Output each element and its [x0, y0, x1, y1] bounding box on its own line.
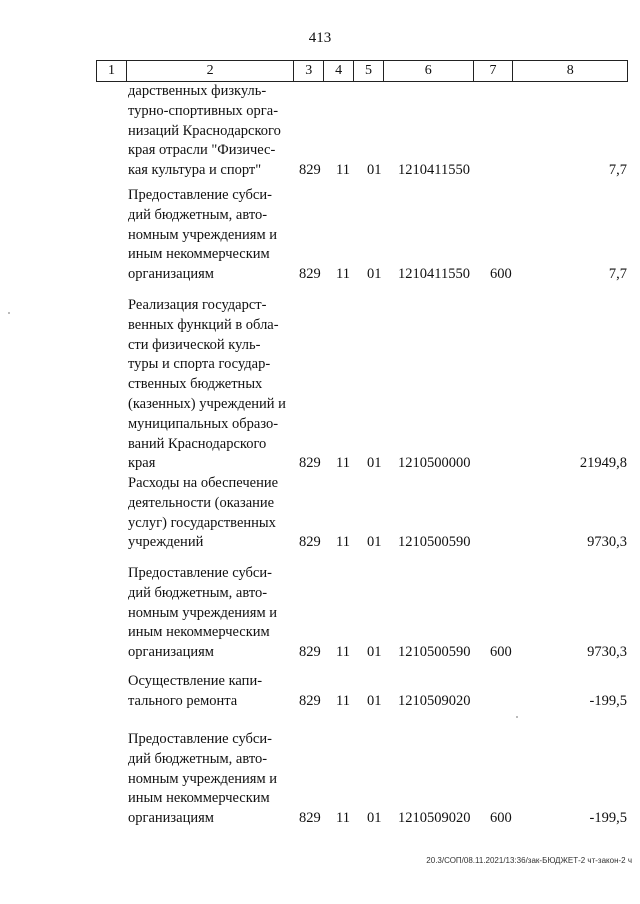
description-line: номным учреждениям и	[128, 604, 278, 621]
description-line: организациям	[128, 810, 214, 827]
col-subsection: 01	[367, 455, 382, 472]
description-line: края	[128, 455, 156, 472]
description-line: Осуществление капи-	[128, 673, 263, 689]
col-gov-code: 829	[299, 810, 321, 827]
row-description	[128, 82, 294, 181]
description-line: ственных бюджетных	[128, 376, 263, 393]
description-line: тального ремонта	[128, 692, 238, 709]
col-subsection: 01	[367, 266, 382, 283]
col-section: 11	[336, 692, 350, 709]
col-amount: 9730,3	[587, 534, 627, 551]
description-line: муниципальных образо-	[128, 415, 279, 432]
col-target-article: 1210500000	[398, 455, 471, 472]
col-expense-type: 600	[490, 810, 512, 827]
col-section: 11	[336, 455, 350, 472]
header-col-8: 8	[566, 63, 574, 78]
col-gov-code: 829	[299, 266, 321, 283]
col-amount: -199,5	[589, 692, 627, 709]
description-line: организациям	[128, 644, 214, 661]
col-gov-code: 829	[299, 644, 321, 661]
col-section: 11	[336, 534, 350, 551]
description-line: Предоставление субси-	[128, 731, 272, 747]
col-section: 11	[336, 644, 350, 661]
header-col-6: 6	[384, 61, 474, 81]
header-col-2: 2	[127, 61, 294, 81]
description-line: иным некоммерческим	[128, 246, 270, 263]
description-line: дарственных физкуль-	[128, 83, 267, 99]
col-amount: 7,7	[608, 162, 627, 179]
row-description	[128, 186, 294, 285]
description-line: турно-спортивных орга-	[128, 102, 279, 119]
header-col-4: 4	[324, 61, 354, 81]
col-expense-type: 600	[490, 266, 512, 283]
description-line: услуг) государственных	[128, 514, 276, 531]
col-target-article: 1210411550	[398, 162, 470, 179]
table-header	[96, 60, 628, 82]
description-line: низаций Краснодарского	[128, 122, 281, 139]
col-amount: 9730,3	[587, 644, 627, 661]
col-target-article: 1210500590	[398, 644, 471, 661]
row-description	[128, 730, 294, 829]
col-target-article: 1210500590	[398, 534, 471, 551]
header-col-7: 7	[474, 61, 514, 81]
description-line: (казенных) учреждений и	[128, 395, 286, 412]
col-subsection: 01	[367, 534, 382, 551]
col-section: 11	[336, 266, 350, 283]
col-amount: 7,7	[608, 266, 627, 283]
header-col-1: 1	[97, 61, 127, 81]
col-target-article: 1210411550	[398, 266, 470, 283]
col-subsection: 01	[367, 162, 382, 179]
col-section: 11	[336, 162, 350, 179]
scan-speck	[516, 716, 518, 718]
col-gov-code: 829	[299, 534, 321, 551]
col-amount: 21949,8	[579, 455, 627, 472]
description-line: дий бюджетным, авто-	[128, 206, 268, 223]
row-description	[128, 296, 294, 474]
description-line: туры и спорта государ-	[128, 356, 271, 373]
description-line: учреждений	[128, 534, 204, 551]
description-line: дий бюджетным, авто-	[128, 750, 268, 767]
description-line: организациям	[128, 266, 214, 283]
description-line: края отрасли "Физичес-	[128, 142, 276, 159]
description-line: номным учреждениям и	[128, 770, 278, 787]
page-number: 413	[308, 30, 332, 46]
description-line: венных функций в обла-	[128, 316, 279, 333]
description-line: Предоставление субси-	[128, 187, 272, 203]
description-line: сти физической куль-	[128, 336, 261, 353]
col-subsection: 01	[367, 692, 382, 709]
description-line: Предоставление субси-	[128, 565, 272, 581]
description-line: Реализация государст-	[128, 297, 267, 313]
col-target-article: 1210509020	[398, 810, 471, 827]
col-subsection: 01	[367, 810, 382, 827]
col-gov-code: 829	[299, 692, 321, 709]
description-line: номным учреждениям и	[128, 226, 278, 243]
col-subsection: 01	[367, 644, 382, 661]
col-target-article: 1210509020	[398, 692, 471, 709]
description-line: деятельности (оказание	[128, 494, 275, 511]
row-description	[128, 474, 294, 553]
col-section: 11	[336, 810, 350, 827]
header-col-3: 3	[294, 61, 324, 81]
description-line: дий бюджетным, авто-	[128, 584, 268, 601]
row-description	[128, 672, 294, 712]
col-expense-type: 600	[490, 644, 512, 661]
col-gov-code: 829	[299, 162, 321, 179]
description-line: Расходы на обеспечение	[128, 475, 279, 491]
col-gov-code: 829	[299, 455, 321, 472]
header-col-5: 5	[354, 61, 384, 81]
description-line: иным некоммерческим	[128, 790, 270, 807]
description-line: кая культура и спорт"	[128, 162, 262, 179]
description-line: ваний Краснодарского	[128, 435, 267, 452]
row-description	[128, 564, 294, 663]
footer-stamp: 20.3/СОП/08.11.2021/13:36/зак-БЮДЖЕТ-2 чт-закон-2 ч	[426, 856, 632, 865]
col-amount: -199,5	[589, 810, 627, 827]
scan-speck	[8, 312, 10, 314]
description-line: иным некоммерческим	[128, 624, 270, 641]
